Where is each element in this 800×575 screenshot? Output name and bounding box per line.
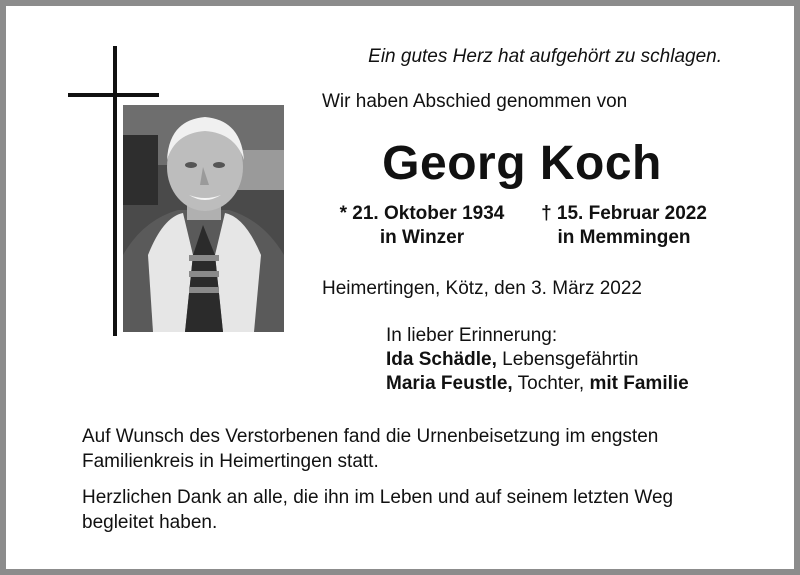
death-date: † 15. Februar 2022 xyxy=(541,203,707,224)
portrait-illustration xyxy=(123,105,284,332)
intro-text: Wir haben Abschied genommen von xyxy=(322,91,628,112)
mourner-relation: Lebensgefährtin xyxy=(496,349,639,370)
birth-place: in Winzer xyxy=(379,227,465,248)
mourner-entry xyxy=(386,372,689,396)
mourners-heading: In lieber Erinnerung: xyxy=(386,325,558,346)
cross-icon xyxy=(113,46,117,336)
mourner-name: Ida Schädle, xyxy=(386,349,497,370)
mourner-relation: Tochter, xyxy=(512,373,585,394)
mourners-block xyxy=(386,324,689,396)
birth-info xyxy=(322,202,522,250)
deceased-name: Georg Koch xyxy=(382,137,662,190)
cross-icon-bar xyxy=(68,93,159,97)
place-and-date: Heimertingen, Kötz, den 3. März 2022 xyxy=(322,278,643,299)
motto: Ein gutes Herz hat aufgehört zu schlagen. xyxy=(368,46,722,67)
death-place: in Memmingen xyxy=(557,227,691,248)
birth-date: * 21. Oktober 1934 xyxy=(339,203,505,224)
burial-note: Auf Wunsch des Verstorbenen fand die Urnenbeisetzung im engsten Familienkreis in Heimertingen statt. xyxy=(82,426,659,472)
mourner-suffix: mit Familie xyxy=(584,373,689,394)
mourner-name: Maria Feustle, xyxy=(386,373,513,394)
death-info xyxy=(528,202,720,250)
portrait-photo xyxy=(123,105,284,332)
thanks-note: Herzlichen Dank an alle, die ihn im Leben und auf seinem letzten Weg begleitet haben. xyxy=(82,487,674,533)
mourner-entry xyxy=(386,348,689,372)
